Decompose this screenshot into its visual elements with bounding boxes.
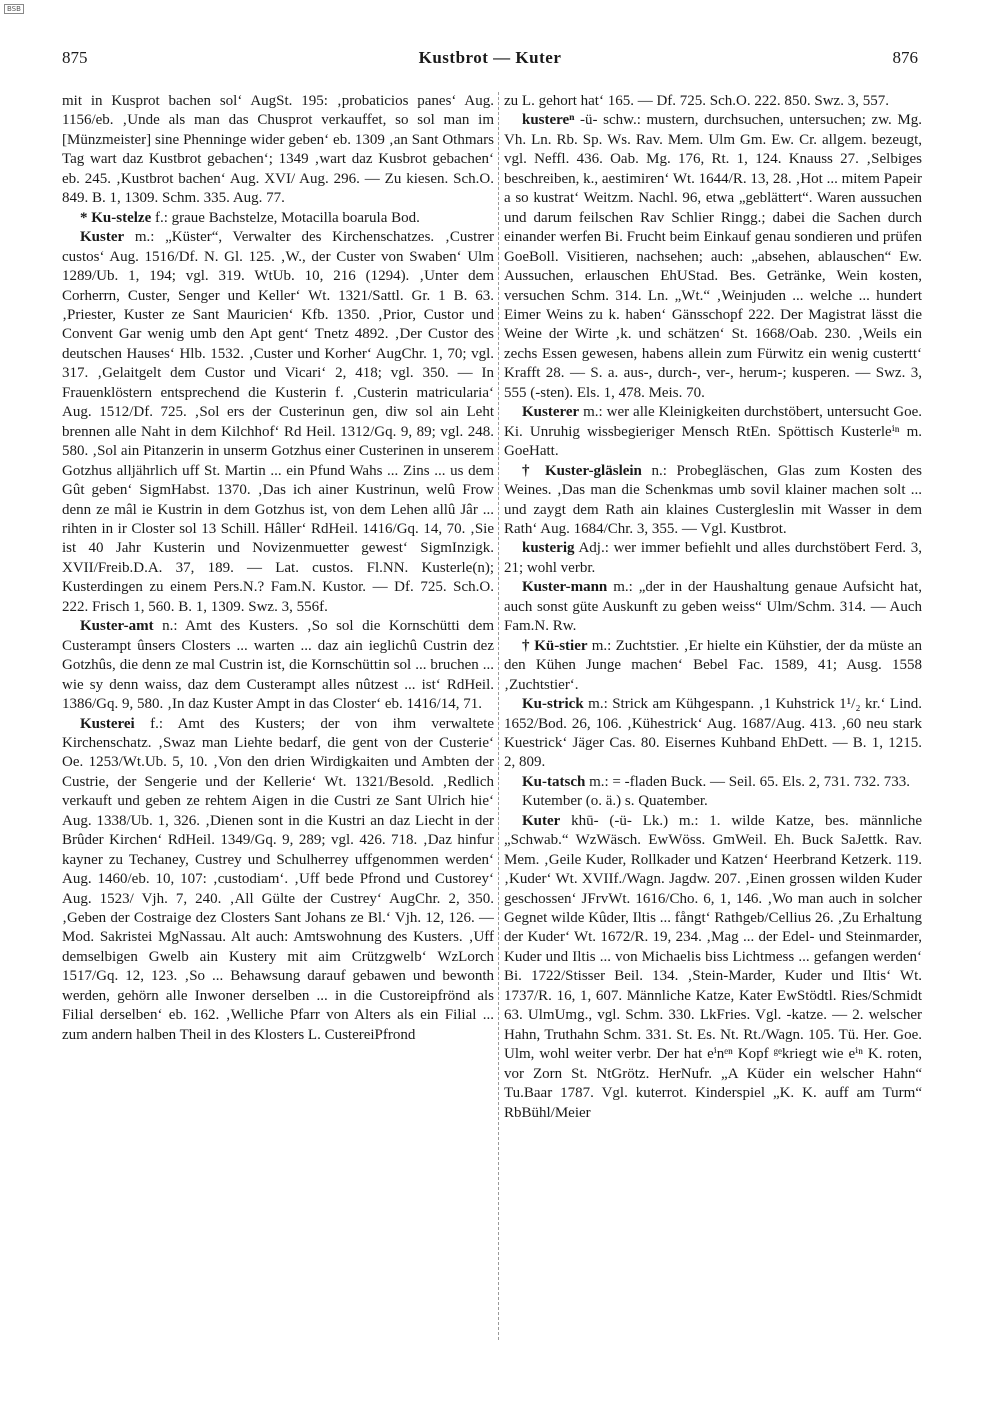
entry-text: n.: Probegläschen, Glas zum Kosten des Weines. ‚Das man die Schenkmas umb sovil klainer machen solt ... und zaygt dem Rath ain klaines Custergleslin mit Wasser in dem Rath‘ Aug. 1684/Chr. 3, 355. — Vgl. Kustbrot.	[504, 462, 922, 537]
library-stamp: BSB	[4, 4, 24, 14]
column-divider	[498, 92, 500, 1340]
entry-text: f.: Amt des Kusters; der von ihm verwaltete Kirchenschatz. ‚Swaz man Liehte bedarf, die gent von der Custerie‘ Oe. 1253/Wt.Ub. 5, 10. ‚Von den drien Wirdigkaiten und Ambten der Custrie, der Sengerie und der Kellerie‘ Wt. 1321/Besold. ‚Redlich verkauft und geben ze rehtem Aigen in die Custri ze Sant Ulrich hie‘ Aug. 1338/Ub. 1, 326. ‚Dienen sont in die Kustri an daz Liecht in der Brûder Kirchen‘ RdHeil. 1349/Gq. 9, 289; vgl. 426. 718. ‚Daz hinfur kayner zu Techaney, Custrey und Schulherrey uffgenommen werden‘ Aug. 1460/eb. 10, 107: ‚custodiam‘. ‚Uff bede Pfrond und Custorey‘ Aug. 1523/ Vjh. 7, 240. ‚All Gülte der Custrey‘ AugChr. 2, 350. ‚Geben der Costraige dez Closters Sant Johans ze Bl.‘ Vjh. 12, 126. — Mod. Sakristei MgNassau. Alt auch: Amtswohnung des Kusters. ‚Uff demselbigen Gwelb ain Kustery mit aim Crützgwelb‘ WzLorch 1517/Gq. 12, 123. ‚So ... Behawsung darauf gebawen und bewonth werden, gehörn alle Inwoner derselben ... in die Custoreipfrönd als Filial derselben‘ eb. 162. ‚Welliche Pfarr von Alters als ein Filial ... zum andern halben Theil in des Klosters L. CustereiPfrond	[62, 715, 494, 1043]
entry-text: m.: wer alle Kleinigkeiten durchstöbert, untersucht Goe. Ki. Unruhig wissbegieriger Mensch RtEn. Spöttisch Kusterleⁱⁿ m. GoeHatt.	[504, 404, 922, 460]
dictionary-entry	[504, 539, 922, 578]
dictionary-entry	[504, 637, 922, 695]
entry-headword: Kuster	[80, 229, 125, 246]
dictionary-entry	[504, 773, 922, 792]
entry-headword: Kuster-mann	[522, 579, 608, 596]
dictionary-entry	[504, 403, 922, 461]
dictionary-entry	[504, 111, 922, 403]
entry-headword: Ku-strick	[522, 696, 584, 713]
entry-headword: † Kü-stier	[522, 637, 588, 654]
dictionary-entry	[504, 695, 922, 773]
entry-text: -ü- schw.: mustern, durchsuchen, untersuchen; zw. Mg. Vh. Ln. Rb. Sp. Ws. Rav. Mem. Ulm Gm. Ew. Cr. allgem. bezeugt, vgl. Neffl. 436. Oab. Mg. 176, Rt. 1, 124. Knauss 27. ‚Selbiges beschreiben, k., aestimiren‘ Wt. 1644/R. 13, 28. ‚Hot ... mitem Papeir a so kustrat‘ Weitzm. Nachl. 96, etwa „geblättert“. Waren aussuchen und darum feilschen Rav Schlier Ringg.; dabei die Sachen durch einander werfen Bi. Frucht beim Einkauf genau sondieren und prüfen GoeBoll. Visitieren, nachsehen; auch: „absehen, ablauschen“ Ew. Aussuchen, erlauschen EhUStad. Bes. Getränke, Wein kosten, versuchen Schm. 314. Ln. „Wt.“ ‚Weinjuden ... welche ... hundert Eimer Weins zu k. haben‘ Gänsschopf 222. Der Magistrat lässt die Weine der Wirte ‚k. und schätzen‘ St. 1668/Oab. 230. ‚Weils ein zechs Essen gewesen, habens allein zum Fürwitz ein wenig custertt‘ Krafft 28. — S. a. aus-, durch-, ver-, herum-; kusperen. — Swz. 3, 555 (-sten). Els. 1, 478. Meis. 70.	[504, 112, 922, 401]
dictionary-entry	[62, 617, 494, 714]
dictionary-entry	[504, 462, 922, 540]
entry-headword: Kusterer	[522, 404, 580, 421]
entry-text: m.: „Küster“, Verwalter des Kirchenschatzes. ‚Custrer custos‘ Aug. 1516/Df. N. Gl. 125. ‚W., der Custer von Swaben‘ Ulm 1289/Ub. 1, 194; vgl. 319. WtUb. 10, 216 (1294). ‚Unter dem Corherrn, Custer, Senger und Keller‘ Wt. 1321/Sattl. Gr. 1 B. 63. ‚Priester, Kuster ze Sant Mauricien‘ Kfb. 1350. ‚Prior, Custor und Convent Gar wenig umb den Apt gent‘ Tnetz 4892. ‚Der Custor des deutschen Hauses‘ Hlb. 1532. ‚Custer und Korher‘ AugChr. 1, 70; vgl. 317. ‚Gelaitgelt dem Custor und Vicari‘ 2, 418; vgl. 350. — In Frauenklöstern entsprechend die Kusterin f. ‚Custerin matricularia‘ Aug. 1512/Df. 725. ‚Sol ers der Custerinun gen, diw sol ain Leht brennen alle Naht in dem Kilchhof‘ Rd Heil. 1312/Gq. 9, 89; vgl. 248. 580. ‚Sol ain Pitanzerin in unserm Gotzhus einer Custerinen in unserem Gotzhus alljährlich uff St. Martin ... ein Pfund Wahs ... Zins ... us dem Gût geben‘ SigmHabst. 1370. ‚Das ich ainer Kustrinun, welû Frow denn ze mâl ie Kustrin in dem Gotzhus ist, von dem Lehen allû Jâr ... rihten in ir Closter sol 13 Schill. Hâller‘ RdHeil. 1416/Gq. 14, 70. ‚Sie ist 40 Jahr Kusterin und Novizenmuetter gewest‘ SigmInzigk. XVII/Freib.D.A. 37, 189. — Lat. custos. Fl.NN. Kusterle(n); Kusterdingen zu einem Pers.N.? Fam.N. Kustor. — Df. 725. Sch.O. 222. Frisch 1, 560. B. 1, 1309. Swz. 3, 556f.	[62, 229, 494, 615]
page-number-right: 876	[892, 48, 918, 67]
entry-text: Adj.: wer immer befiehlt und alles durchstöbert Ferd. 3, 21; wohl verbr.	[504, 540, 922, 576]
entry-headword: Kuster-amt	[80, 618, 154, 635]
entry-text: m.: Zuchtstier. ‚Er hielte ein Kühstier, der da müste an den Kühen Junge machen‘ Bebel Fac. 1589, 41; Ausg. 1558 ‚Zuchtstier‘.	[504, 637, 922, 693]
entry-text: f.: graue Bachstelze, Motacilla boarula Bod.	[151, 209, 420, 226]
entry-headword: kusterig	[522, 540, 575, 557]
running-title: Kustbrot — Kuter	[418, 48, 562, 67]
dictionary-entry	[504, 792, 922, 811]
dictionary-entry	[504, 92, 922, 111]
entry-headword: † Kuster-gläslein	[522, 462, 642, 479]
entry-headword: * Ku-stelze	[80, 209, 152, 226]
entry-headword: Kusterei	[80, 715, 135, 732]
page-number-left: 875	[62, 48, 88, 67]
entry-text: zu L. gehort hat‘ 165. — Df. 725. Sch.O. 222. 850. Swz. 3, 557.	[504, 93, 889, 109]
page-header	[62, 48, 918, 74]
left-column	[62, 92, 494, 1340]
entry-text: mit in Kusprot bachen sol‘ AugSt. 195: ‚probaticios panes‘ Aug. 1156/eb. ‚Unde als man das Chusprot verkauffet, so sol man im [Münzmeister] sine Phenninge wider geben‘ eb. 1309 ‚an Sant Othmars Tag wart daz Kustbrot gebachen‘; 1349 ‚wart daz Kusbrot gebachen‘ eb. 245. ‚Kustbrot bachen‘ Aug. XVI/ Aug. 296. — Zu kiesen. Sch.O. 849. B. 1, 1309. Schm. 335. Aug. 77.	[62, 93, 494, 207]
right-column	[504, 92, 922, 1340]
dictionary-entry	[62, 92, 494, 209]
entry-text: khū- (-ü- Lk.) m.: 1. wilde Katze, bes. männliche „Schwab.“ WzWäsch. EwWöss. GmWeil. Eh. Buck SaJettk. Rav. Mem. ‚Geile Kuder, Rollkader und Katzen‘ Heerbrand Ketzerk. 119. ‚Kuder‘ Wt. XVIIf./Wagn. Jagdw. 207. ‚Einen grossen wilden Kuder geschossen‘ JFrvWt. 1616/Cho. 6, 1, 146. ‚Wo man auch in solcher Gegnet wilde Kûder, Iltis ... fångt‘ Rathgeb/Cellius 26. ‚Zu Erhaltung der Kuder‘ Wt. 1672/R. 19, 234. ‚Mag ... der Edel- und Steinmarder, Kuder und Iltis ... von Michaelis biss Lichtmess ... gefangen werden‘ Bi. 1722/Stisser Beil. 134. ‚Stein-Marder, Kuder und Iltis‘ Wt. 1737/R. 16, 1, 607. Männliche Katze, Kater EwStödtl. Ries/Schmidt 63. UlmUmg., vgl. Schm. 330. LkFries. Vgl. -katze. — 2. welscher Hahn, Truthahn Schm. 331. St. Es. Nt. Rt./Wagn. 105. Tü. Her. Goe. Ulm, wohl weiter verbr. Der hat eⁱnᵉⁿ Kopf ᵍᵉkriegt wie eⁱⁿ K. roten, vor Zorn St. NtGrötz. HerNufr. „A Küder ein welscher Hahn“ Tu.Baar 1787. Vgl. kuterrot. Kinderspiel „K. K. auff am Turm“ RbBühl/Meier	[504, 812, 922, 1121]
entry-headword: kustereⁿ	[522, 112, 575, 129]
dictionary-entry	[62, 228, 494, 617]
entry-text: Kutember (o. ä.) s. Quatember.	[522, 793, 708, 810]
dictionary-entry	[62, 715, 494, 1046]
entry-headword: Ku-tatsch	[522, 773, 586, 790]
entry-text: n.: Amt des Kusters. ‚So sol die Kornschütti dem Custerampt ûnsers Closters ... warten ... daz ain ieglichû Custrin dez Gotzhûs, die denn ze mal Custrin ist, die Kornschüttin sol ... bruchen ... wie sy denn waiss, daz dem Custerampt alles nûtzest ... ist‘ RdHeil. 1386/Gq. 9, 580. ‚In daz Kuster Ampt in das Closter‘ eb. 1416/14, 71.	[62, 618, 494, 713]
entry-text: m.: Strick am Kühgespann. ‚1 Kuhstrick 1¹/₂ kr.‘ Lind. 1652/Bod. 26, 106. ‚Kühestrick‘ Aug. 1687/Aug. 413. ‚60 neu stark Kuestrick‘ Jäger Cas. 80. Eisernes Kuhband EhDett. — B. 1, 1215. 2, 809.	[504, 696, 922, 771]
entry-text: m.: = -fladen Buck. — Seil. 65. Els. 2, 731. 732. 733.	[585, 773, 911, 790]
dictionary-entry	[62, 209, 494, 228]
entry-headword: Kuter	[522, 812, 561, 829]
dictionary-entry	[504, 578, 922, 636]
dictionary-entry	[504, 812, 922, 1123]
entry-text: m.: „der in der Haushaltung genaue Aufsicht hat, auch sonst güte Auskunft zu geben weiss“ Ulm/Schm. 314. — Auch Fam.N. Rw.	[504, 579, 922, 635]
